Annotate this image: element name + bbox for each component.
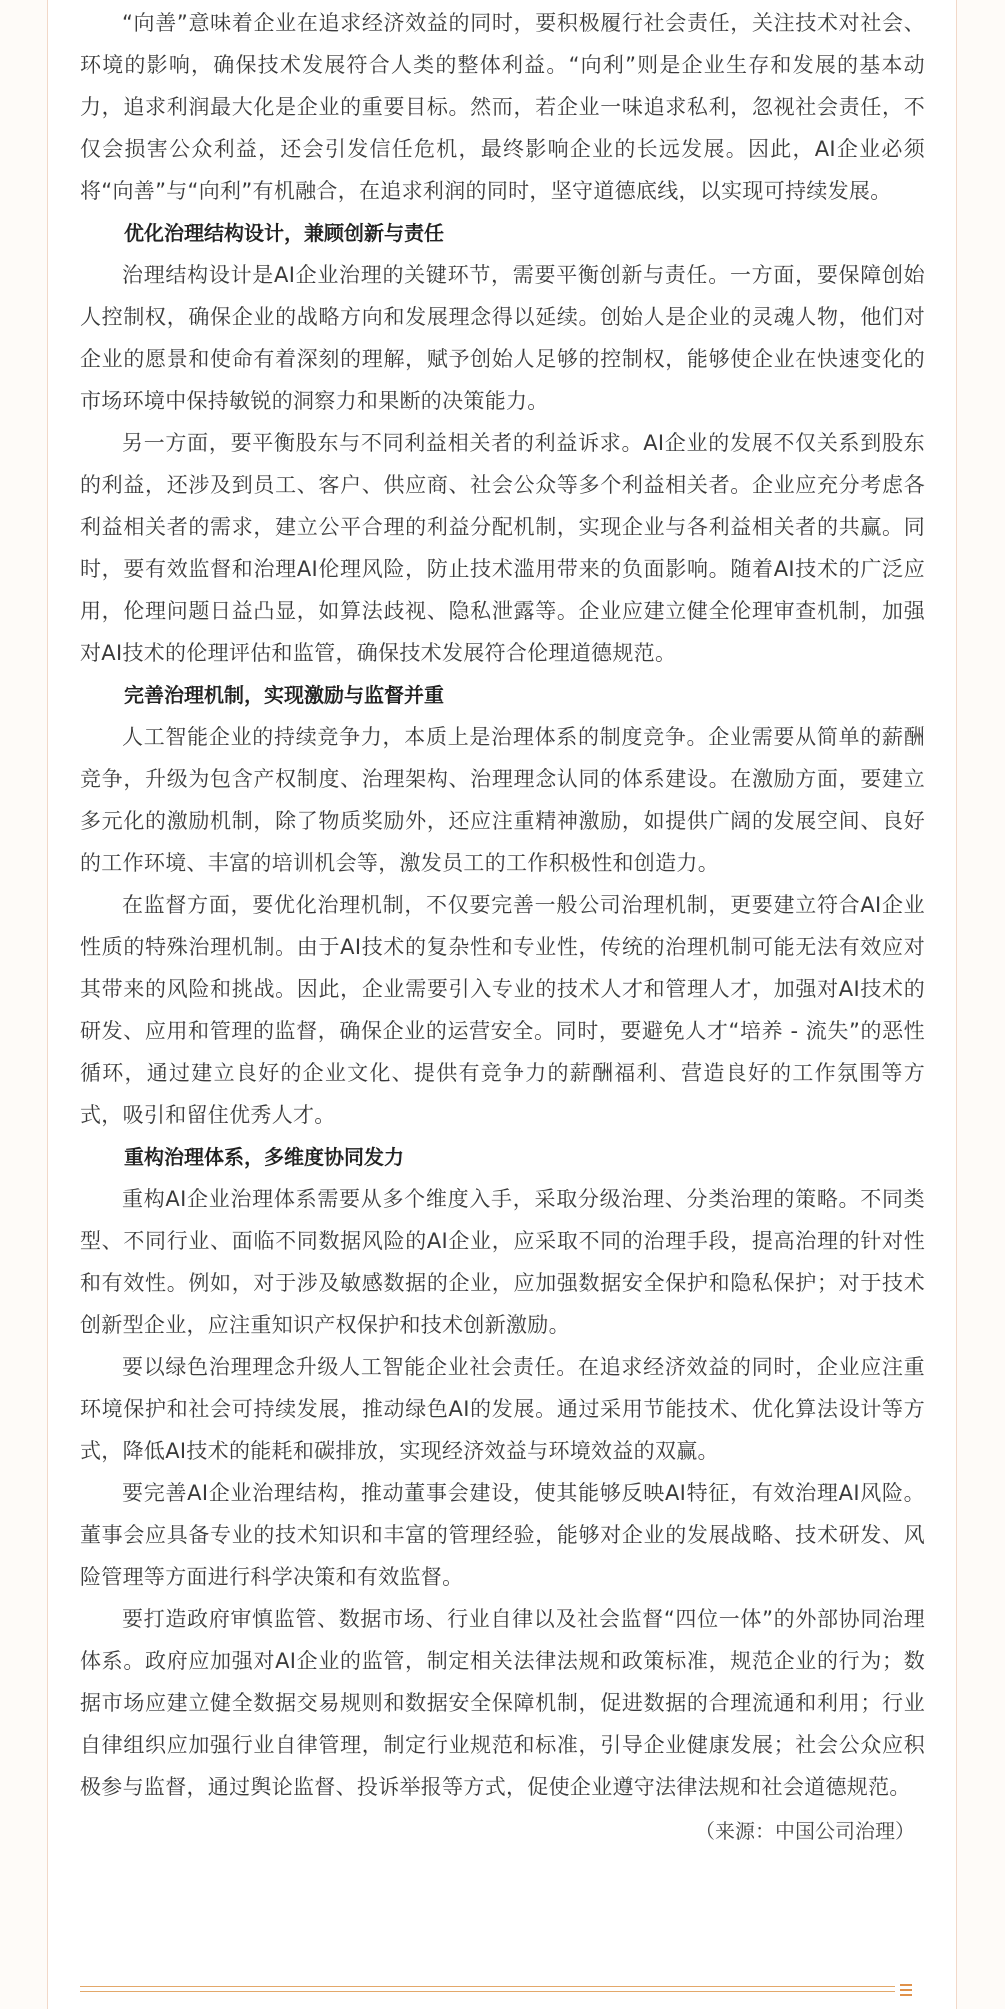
paragraph: 要完善AI企业治理结构，推动董事会建设，使其能够反映AI特征，有效治理AI风险。董事会应具备专业的技术知识和丰富的管理经验，能够对企业的发展战略、技术研发、风险管理等方面进行科学决策和有效监督。 <box>80 1481 925 1589</box>
paragraph: 人工智能企业的持续竞争力，本质上是治理体系的制度竞争。企业需要从简单的薪酬竞争，升级为包含产权制度、治理架构、治理理念认同的体系建设。在激励方面，要建立多元化的激励机制，除了物质奖励外，还应注重精神激励，如提供广阔的发展空间、良好的工作环境、丰富的培训机会等，激发员工的工作积极性和创造力。 <box>80 725 925 875</box>
section-heading: 优化治理结构设计，兼顾创新与责任 <box>124 221 444 245</box>
paragraph: “向善”意味着企业在追求经济效益的同时，要积极履行社会责任，关注技术对社会、环境的影响，确保技术发展符合人类的整体利益。“向利”则是企业生存和发展的基本动力，追求利润最大化是企业的重要目标。然而，若企业一味追求私利，忽视社会责任，不仅会损害公众利益，还会引发信任危机，最终影响企业的长远发展。因此，AI企业必须将“向善”与“向利”有机融合，在追求利润的同时，坚守道德底线，以实现可持续发展。 <box>80 11 925 203</box>
paragraph: 另一方面，要平衡股东与不同利益相关者的利益诉求。AI企业的发展不仅关系到股东的利益，还涉及到员工、客户、供应商、社会公众等多个利益相关者。企业应充分考虑各利益相关者的需求，建立公平合理的利益分配机制，实现企业与各利益相关者的共赢。同时，要有效监督和治理AI伦理风险，防止技术滥用带来的负面影响。随着AI技术的广泛应用，伦理问题日益凸显，如算法歧视、隐私泄露等。企业应建立健全伦理审查机制，加强对AI技术的伦理评估和监管，确保技术发展符合伦理道德规范。 <box>80 431 925 665</box>
section-heading: 完善治理机制，实现激励与监督并重 <box>124 683 444 707</box>
footer-divider <box>80 1986 895 1994</box>
paragraph: 在监督方面，要优化治理机制，不仅要完善一般公司治理机制，更要建立符合AI企业性质的特殊治理机制。由于AI技术的复杂性和专业性，传统的治理机制可能无法有效应对其带来的风险和挑战。因此，企业需要引入专业的技术人才和管理人才，加强对AI技术的研发、应用和管理的监督，确保企业的运营安全。同时，要避免人才“培养 - 流失”的恶性循环，通过建立良好的企业文化、提供有竞争力的薪酬福利、营造良好的工作氛围等方式，吸引和留住优秀人才。 <box>80 893 925 1127</box>
section-heading: 重构治理体系，多维度协同发力 <box>124 1145 404 1169</box>
paragraph: 要打造政府审慎监管、数据市场、行业自律以及社会监督“四位一体”的外部协同治理体系。政府应加强对AI企业的监管，制定相关法律法规和政策标准，规范企业的行为；数据市场应建立健全数据交易规则和数据安全保障机制，促进数据的合理流通和利用；行业自律组织应加强行业自律管理，制定行业规范和标准，引导企业健康发展；社会公众应积极参与监督，通过舆论监督、投诉举报等方式，促使企业遵守法律法规和社会道德规范。 <box>80 1607 925 1799</box>
paragraph: 治理结构设计是AI企业治理的关键环节，需要平衡创新与责任。一方面，要保障创始人控制权，确保企业的战略方向和发展理念得以延续。创始人是企业的灵魂人物，他们对企业的愿景和使命有着深刻的理解，赋予创始人足够的控制权，能够使企业在快速变化的市场环境中保持敏锐的洞察力和果断的决策能力。 <box>80 263 925 413</box>
article-source: （来源：中国公司治理） <box>695 1819 915 1843</box>
paragraph: 重构AI企业治理体系需要从多个维度入手，采取分级治理、分类治理的策略。不同类型、不同行业、面临不同数据风险的AI企业，应采取不同的治理手段，提高治理的针对性和有效性。例如，对于涉及敏感数据的企业，应加强数据安全保护和隐私保护；对于技术创新型企业，应注重知识产权保护和技术创新激励。 <box>80 1187 925 1337</box>
menu-icon <box>900 1984 912 1996</box>
paragraph: 要以绿色治理理念升级人工智能企业社会责任。在追求经济效益的同时，企业应注重环境保护和社会可持续发展，推动绿色AI的发展。通过采用节能技术、优化算法设计等方式，降低AI技术的能耗和碳排放，实现经济效益与环境效益的双赢。 <box>80 1355 925 1463</box>
divider-line-top <box>80 1986 895 1987</box>
divider-line-bottom <box>80 1991 895 1992</box>
article-body <box>80 2 925 1852</box>
